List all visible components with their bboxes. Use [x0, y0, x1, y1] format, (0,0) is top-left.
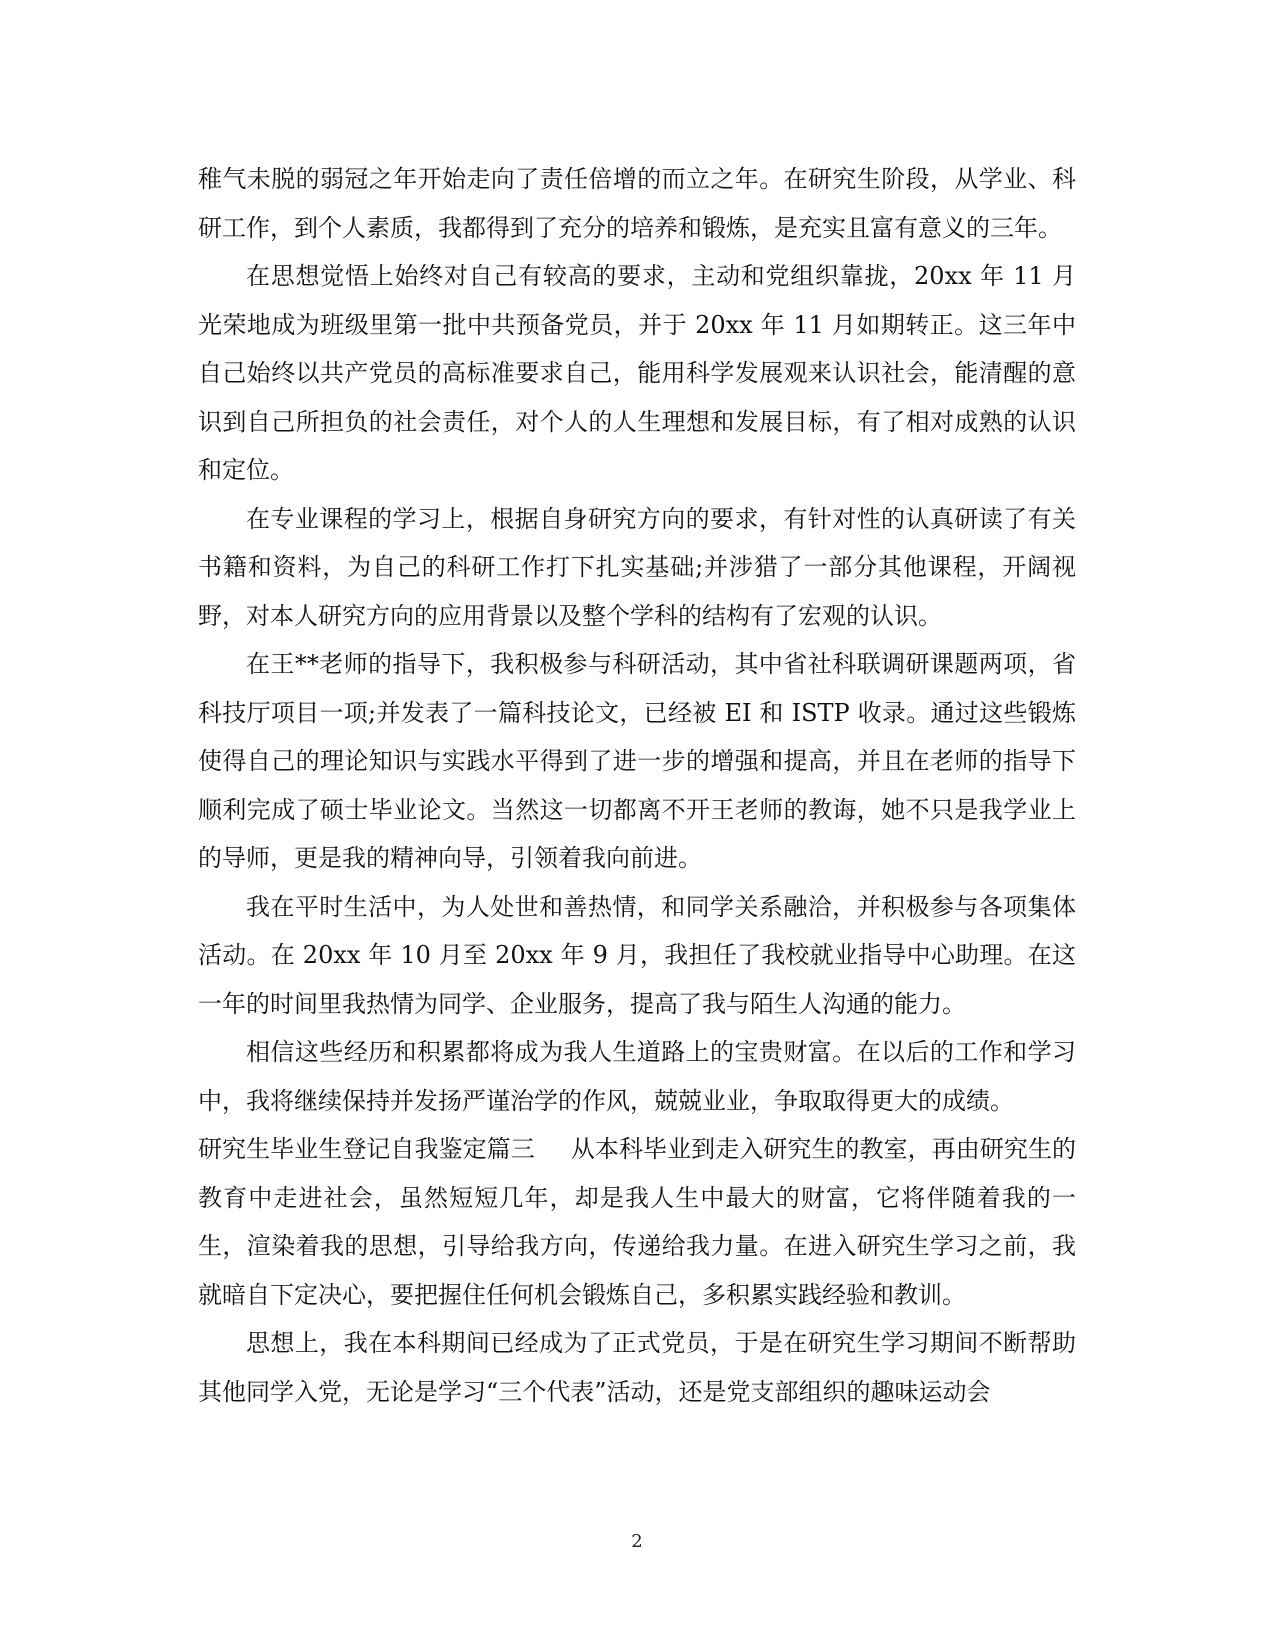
- paragraph-3: 在专业课程的学习上，根据自身研究方向的要求，有针对性的认真研读了有关书籍和资料，为自己的科研工作打下扎实基础;并涉猎了一部分其他课程，开阔视野，对本人研究方向的应用背景以及整个学科的结构有了宏观的认识。: [198, 504, 1076, 630]
- paragraph-4: 在王**老师的指导下，我积极参与科研活动，其中省社科联调研课题两项，省科技厅项目一项;并发表了一篇科技论文，已经被 EI 和 ISTP 收录。通过这些锻炼使得自己的理论知识与实践水平得到了进一步的增强和提高，并且在老师的指导下顺利完成了硕士毕业论文。当然这一切都离不开王老师的教诲，她不只是我学业上的导师，更是我的精神向导，引领着我向前进。: [198, 650, 1076, 872]
- section-first-paragraph: 从本科毕业到走入研究生的教室，再由研究生的教育中走进社会，虽然短短几年，却是我人生中最大的财富，它将伴随着我的一生，渲染着我的思想，引导给我方向，传递给我力量。在进入研究生学习之前，我就暗自下定决心，要把握住任何机会锻炼自己，多积累实践经验和教训。: [198, 1135, 1077, 1309]
- section-paragraph: [198, 1125, 1076, 1319]
- paragraph-6: 相信这些经历和积累都将成为我人生道路上的宝贵财富。在以后的工作和学习中，我将继续保持并发扬严谨治学的作风，兢兢业业，争取取得更大的成绩。: [198, 1038, 1076, 1115]
- section-heading: 研究生毕业生登记自我鉴定篇三: [198, 1135, 535, 1163]
- paragraph-1: 稚气未脱的弱冠之年开始走向了责任倍增的而立之年。在研究生阶段，从学业、科研工作，到个人素质，我都得到了充分的培养和锻炼，是充实且富有意义的三年。: [198, 165, 1076, 242]
- paragraph-2: 在思想觉悟上始终对自己有较高的要求，主动和党组织靠拢，20xx 年 11 月光荣地成为班级里第一批中共预备党员，并于 20xx 年 11 月如期转正。这三年中自己始终以共产党员的高标准要求自己，能用科学发展观来认识社会，能清醒的意识到自己所担负的社会责任，对个人的人生理想和发展目标，有了相对成熟的认识和定位。: [198, 262, 1076, 484]
- paragraph-5: 我在平时生活中，为人处世和善热情，和同学关系融洽，并积极参与各项集体活动。在 20xx 年 10 月至 20xx 年 9 月，我担任了我校就业指导中心助理。在这一年的时间里我热情为同学、企业服务，提高了我与陌生人沟通的能力。: [198, 892, 1076, 1018]
- paragraph-last: 思想上，我在本科期间已经成为了正式党员，于是在研究生学习期间不断帮助其他同学入党，无论是学习“三个代表”活动，还是党支部组织的趣味运动会: [198, 1329, 1076, 1406]
- document-body: [198, 155, 1076, 1416]
- page-number: 2: [631, 1531, 643, 1552]
